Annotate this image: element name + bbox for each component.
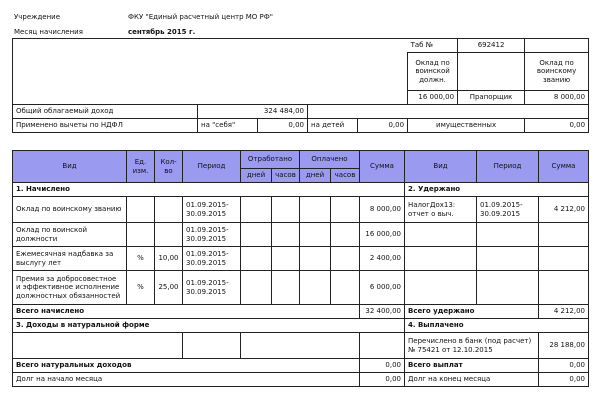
section4-title: 4. Выплачено <box>405 319 589 333</box>
accrual-kol <box>155 223 183 247</box>
accrual-sum: 16 000,00 <box>360 223 405 247</box>
deduction-vid: НалогДох13: отчет о выч. <box>405 197 477 223</box>
section1-title: 1. Начислено <box>13 183 405 197</box>
total-accrued-label: Всего начислено <box>13 305 360 319</box>
month-value: сентябрь 2015 г. <box>128 28 196 36</box>
th-vid2: Вид <box>405 151 477 183</box>
debt-end-value: 0,00 <box>539 373 589 387</box>
accrual-vid: Оклад по воинской должности <box>13 223 127 247</box>
accrual-ed <box>127 223 155 247</box>
month-label: Месяц начисления <box>14 28 83 36</box>
total-natural-value: 0,00 <box>360 359 405 373</box>
payout-value: 28 188,00 <box>539 333 589 359</box>
taxable-blank <box>308 105 589 119</box>
taxable-value: 324 484,00 <box>198 105 308 119</box>
deduction-sum: 4 212,00 <box>539 197 589 223</box>
total-paid-value: 0,00 <box>539 359 589 373</box>
accrual-ed: % <box>127 247 155 271</box>
accrual-sum: 8 000,00 <box>360 197 405 223</box>
deduction-period: 01.09.2015-30.09.2015 <box>477 197 539 223</box>
table-row <box>13 223 589 247</box>
accrual-vid: Премия за добросовестное и эффективное исполнение должностных обязанностей <box>13 271 127 305</box>
th-kol: Кол-во <box>155 151 183 183</box>
th-period: Период <box>183 151 241 183</box>
accrual-period: 01.09.2015-30.09.2015 <box>183 197 241 223</box>
debt-start-value: 0,00 <box>360 373 405 387</box>
col2-blank <box>458 53 525 91</box>
th-sum2: Сумма <box>539 151 589 183</box>
accrual-kol <box>155 197 183 223</box>
accrual-sum: 2 400,00 <box>360 247 405 271</box>
accrual-kol: 10,00 <box>155 247 183 271</box>
total-withheld-value: 4 212,00 <box>539 305 589 319</box>
col1-title: Оклад по воинской должн. <box>408 53 458 91</box>
th-ed: Ед. изм. <box>127 151 155 183</box>
children-label: на детей <box>308 119 358 133</box>
self-label: на "себя" <box>198 119 258 133</box>
table-row <box>13 271 589 305</box>
children-value: 0,00 <box>358 119 408 133</box>
th-vid: Вид <box>13 151 127 183</box>
col2-title: Прапорщик <box>458 91 525 105</box>
accrual-kol: 25,00 <box>155 271 183 305</box>
table-row <box>13 197 589 223</box>
institution-label: Учреждение <box>14 13 61 21</box>
accrual-period: 01.09.2015-30.09.2015 <box>183 271 241 305</box>
institution-value: ФКУ "Единый расчетный центр МО РФ" <box>128 13 274 21</box>
accrual-ed: % <box>127 271 155 305</box>
accrual-vid: Оклад по воинскому званию <box>13 197 127 223</box>
summary-blank <box>13 39 408 105</box>
th-sum: Сумма <box>360 151 405 183</box>
debt-end-label: Долг на конец месяца <box>405 373 539 387</box>
col3-title: Оклад по воинскому званию <box>525 53 589 91</box>
section3-title: 3. Доходы в натуральной форме <box>13 319 405 333</box>
th-period2: Период <box>477 151 539 183</box>
property-label: имущественных <box>408 119 525 133</box>
th-paid: Оплачено <box>300 151 360 169</box>
deductions-label: Применено вычеты по НДФЛ <box>13 119 198 133</box>
th-worked-days: дней <box>241 169 272 183</box>
total-withheld-label: Всего удержано <box>405 305 539 319</box>
th-worked-hours: часов <box>272 169 300 183</box>
section2-title: 2. Удержано <box>405 183 589 197</box>
table-row <box>13 247 589 271</box>
col1-value: 16 000,00 <box>408 91 458 105</box>
debt-start-label: Долг на начало месяца <box>13 373 360 387</box>
tab-value: 692412 <box>458 39 525 53</box>
property-value: 0,00 <box>525 119 589 133</box>
th-paid-days: дней <box>300 169 331 183</box>
accrual-vid: Ежемесячная надбавка за выслугу лет <box>13 247 127 271</box>
payout-label: Перечислено в банк (под расчет) № 75421 от 12.10.2015 <box>405 333 539 359</box>
tab-blank <box>525 39 589 53</box>
accrual-ed <box>127 197 155 223</box>
total-paid-label: Всего выплат <box>405 359 539 373</box>
total-natural-label: Всего натуральных доходов <box>13 359 360 373</box>
tab-label: Таб № <box>408 39 458 53</box>
summary-table <box>12 38 589 133</box>
th-worked: Отработано <box>241 151 300 169</box>
accrual-table <box>12 150 589 387</box>
th-paid-hours: часов <box>331 169 360 183</box>
accrual-period: 01.09.2015-30.09.2015 <box>183 247 241 271</box>
self-value: 0,00 <box>258 119 308 133</box>
col3-value: 8 000,00 <box>525 91 589 105</box>
accrual-sum: 6 000,00 <box>360 271 405 305</box>
total-accrued-value: 32 400,00 <box>360 305 405 319</box>
taxable-label: Общий облагаемый доход <box>13 105 198 119</box>
accrual-period: 01.09.2015-30.09.2015 <box>183 223 241 247</box>
